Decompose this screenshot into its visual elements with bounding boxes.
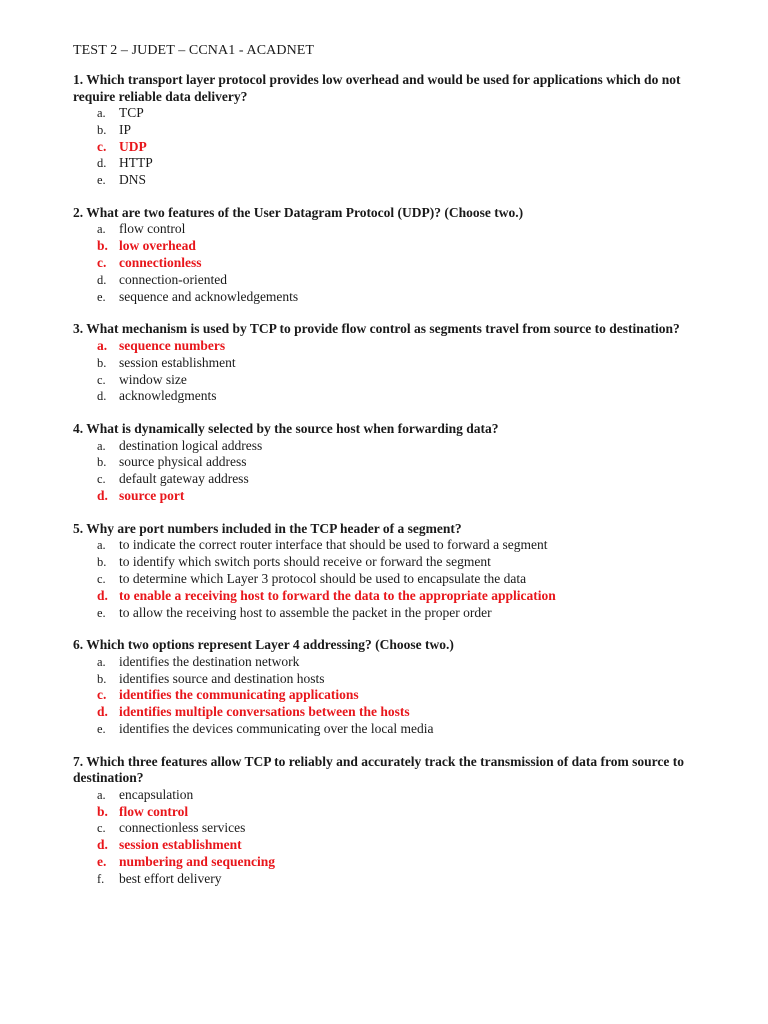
- option-text: default gateway address: [119, 471, 249, 487]
- option-letter: c.: [97, 821, 106, 836]
- option-letter: d.: [97, 587, 108, 603]
- question-6: [73, 637, 713, 737]
- option-letter: b.: [97, 671, 107, 686]
- answer-option-correct: [73, 238, 713, 255]
- answer-option-correct: [73, 588, 713, 605]
- question-number: 1: [73, 72, 80, 87]
- answer-option: [73, 155, 713, 172]
- option-letter: a.: [97, 106, 106, 120]
- answer-options: [73, 105, 713, 189]
- question-text: [73, 72, 713, 105]
- option-letter: c.: [97, 255, 107, 271]
- question-prompt: . Why are port numbers included in the TCP header of a segment?: [79, 520, 462, 536]
- option-letter: e.: [97, 289, 106, 304]
- question-2: [73, 205, 713, 305]
- answer-option-correct: [73, 255, 713, 272]
- option-text: identifies the communicating applications: [119, 687, 359, 703]
- option-text: acknowledgments: [119, 388, 217, 404]
- option-letter: b.: [97, 122, 107, 137]
- option-letter: e.: [97, 854, 107, 869]
- question-prompt: . What are two features of the User Datagram Protocol (UDP)? (Choose two.): [79, 204, 524, 220]
- answer-option-correct: [73, 488, 713, 505]
- option-text: to identify which switch ports should receive or forward the segment: [119, 554, 491, 570]
- option-letter: b.: [97, 555, 107, 570]
- option-letter: a.: [97, 538, 106, 553]
- answer-option: [73, 820, 713, 837]
- answer-options: [73, 438, 713, 505]
- option-text: best effort delivery: [119, 870, 222, 886]
- option-text: window size: [119, 371, 187, 387]
- question-prompt: . Which three features allow TCP to reliably and accurately track the transmission of data from source to destination?: [73, 753, 684, 786]
- question-5: [73, 521, 713, 621]
- question-prompt: . Which two options represent Layer 4 addressing? (Choose two.): [79, 637, 454, 653]
- option-letter: b.: [97, 238, 108, 254]
- answer-option-correct: [73, 139, 713, 156]
- option-letter: d.: [97, 156, 107, 171]
- question-1: [73, 72, 713, 189]
- option-text: destination logical address: [119, 437, 263, 453]
- document-title: TEST 2 – JUDET – CCNA1 - ACADNET: [73, 43, 315, 58]
- question-4: [73, 421, 713, 505]
- option-letter: d.: [97, 704, 108, 720]
- option-letter: c.: [97, 372, 106, 387]
- option-letter: c.: [97, 138, 107, 154]
- option-letter: a.: [97, 337, 108, 353]
- option-letter: a.: [97, 222, 106, 237]
- question-text: [73, 321, 713, 338]
- question-text: [73, 205, 713, 222]
- option-letter: e.: [97, 173, 106, 188]
- option-text: session establishment: [119, 354, 236, 370]
- question-number: 6: [73, 637, 80, 653]
- answer-option: [73, 871, 713, 888]
- answer-option: [73, 554, 713, 571]
- question-list: [73, 72, 713, 888]
- option-text: source physical address: [119, 454, 247, 470]
- question-number: 5: [73, 520, 80, 536]
- option-text: to enable a receiving host to forward the data to the appropriate application: [119, 587, 556, 603]
- answer-option: [73, 355, 713, 372]
- option-letter: e.: [97, 722, 106, 737]
- option-text: session establishment: [119, 837, 242, 853]
- question-number: 7: [73, 753, 80, 769]
- option-letter: a.: [97, 654, 106, 669]
- option-letter: d.: [97, 389, 107, 404]
- answer-option: [73, 172, 713, 189]
- question-prompt: . Which transport layer protocol provides low overhead and would be used for applications which do not require reliable data delivery?: [73, 72, 681, 104]
- answer-option: [73, 471, 713, 488]
- option-letter: e.: [97, 605, 106, 620]
- answer-option: [73, 605, 713, 622]
- option-letter: f.: [97, 871, 105, 886]
- answer-option: [73, 671, 713, 688]
- answer-option-correct: [73, 704, 713, 721]
- option-text: numbering and sequencing: [119, 854, 276, 869]
- option-text: DNS: [119, 172, 147, 188]
- document-page: [73, 42, 713, 904]
- option-letter: c.: [97, 472, 106, 487]
- answer-option: [73, 571, 713, 588]
- answer-options: [73, 221, 713, 305]
- answer-option: [73, 122, 713, 139]
- option-letter: d.: [97, 272, 107, 287]
- answer-options: [73, 338, 713, 405]
- answer-option-correct: [73, 854, 713, 871]
- option-text: low overhead: [119, 238, 196, 254]
- option-text: identifies source and destination hosts: [119, 670, 325, 686]
- answer-options: [73, 654, 713, 738]
- option-letter: c.: [97, 687, 107, 703]
- question-prompt: . What mechanism is used by TCP to provide flow control as segments travel from source to destination?: [79, 321, 680, 337]
- option-text: to allow the receiving host to assemble the packet in the proper order: [119, 604, 492, 620]
- answer-options: [73, 787, 713, 888]
- option-text: identifies multiple conversations between the hosts: [119, 704, 410, 720]
- option-text: flow control: [119, 803, 189, 819]
- answer-option-correct: [73, 687, 713, 704]
- option-text: connectionless services: [119, 820, 246, 836]
- option-text: source port: [119, 488, 185, 504]
- answer-option: [73, 787, 713, 804]
- answer-option: [73, 654, 713, 671]
- option-text: UDP: [119, 138, 147, 154]
- answer-option: [73, 372, 713, 389]
- option-text: identifies the devices communicating over the local media: [119, 721, 434, 737]
- option-text: TCP: [119, 105, 144, 120]
- answer-option: [73, 272, 713, 289]
- answer-option-correct: [73, 338, 713, 355]
- answer-option-correct: [73, 804, 713, 821]
- question-3: [73, 321, 713, 405]
- question-number: 4: [73, 421, 80, 437]
- option-text: encapsulation: [119, 786, 194, 802]
- answer-option: [73, 388, 713, 405]
- answer-option: [73, 221, 713, 238]
- answer-option: [73, 438, 713, 455]
- question-number: 3: [73, 321, 80, 337]
- option-letter: a.: [97, 438, 106, 453]
- option-text: identifies the destination network: [119, 653, 300, 669]
- option-text: to indicate the correct router interface that should be used to forward a segment: [119, 537, 548, 553]
- option-text: to determine which Layer 3 protocol should be used to encapsulate the data: [119, 570, 527, 586]
- option-text: IP: [119, 121, 132, 137]
- option-text: sequence and acknowledgements: [119, 288, 299, 304]
- option-letter: d.: [97, 837, 108, 853]
- option-letter: b.: [97, 803, 108, 819]
- question-text: [73, 754, 713, 787]
- answer-options: [73, 537, 713, 621]
- answer-option: [73, 105, 713, 122]
- option-letter: c.: [97, 571, 106, 586]
- answer-option: [73, 454, 713, 471]
- option-text: sequence numbers: [119, 337, 226, 353]
- question-prompt: . What is dynamically selected by the source host when forwarding data?: [79, 421, 499, 437]
- question-text: [73, 637, 713, 654]
- answer-option: [73, 537, 713, 554]
- question-7: [73, 754, 713, 888]
- answer-option: [73, 289, 713, 306]
- option-text: flow control: [119, 221, 186, 237]
- question-text: [73, 521, 713, 538]
- option-letter: b.: [97, 355, 107, 370]
- answer-option: [73, 721, 713, 738]
- option-letter: b.: [97, 455, 107, 470]
- option-text: HTTP: [119, 155, 153, 171]
- option-letter: a.: [97, 787, 106, 802]
- option-letter: d.: [97, 488, 108, 504]
- option-text: connection-oriented: [119, 271, 227, 287]
- option-text: connectionless: [119, 255, 202, 271]
- answer-option-correct: [73, 837, 713, 854]
- question-number: 2: [73, 204, 80, 220]
- question-text: [73, 421, 713, 438]
